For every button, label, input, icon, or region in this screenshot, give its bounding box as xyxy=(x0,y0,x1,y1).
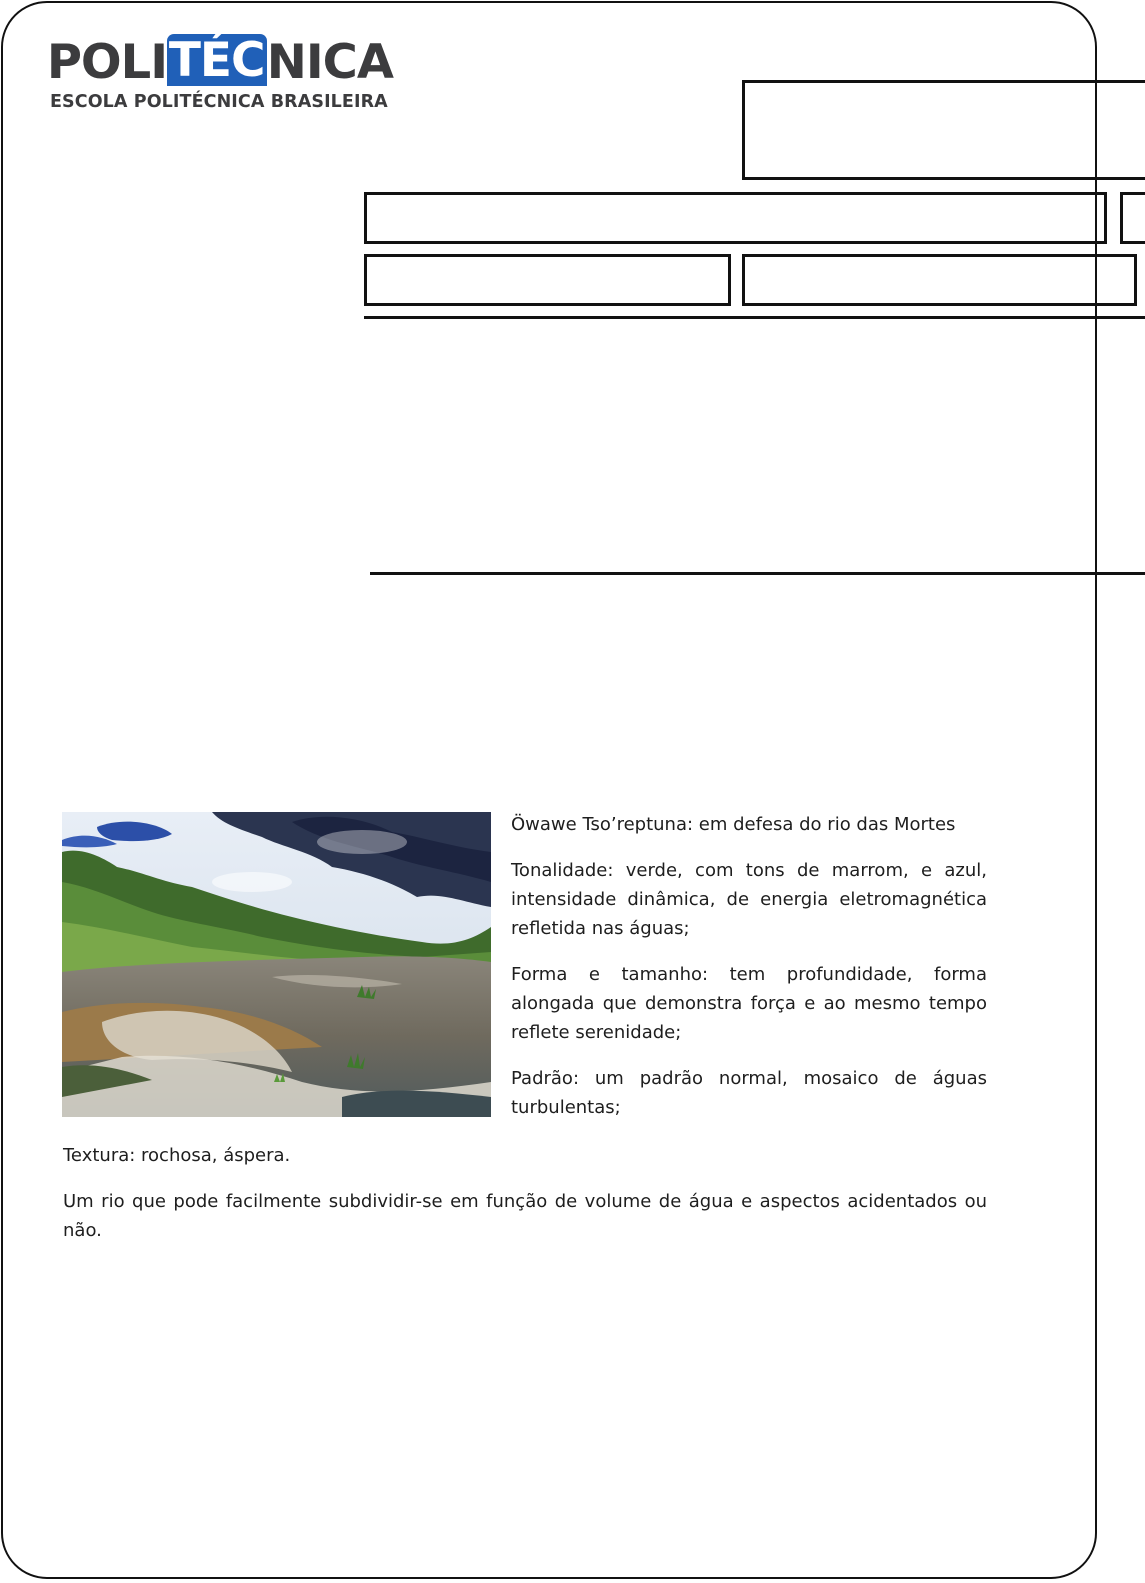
header-box-left xyxy=(364,254,731,306)
tonalidade-paragraph: Tonalidade: verde, com tons de marrom, e azul, intensidade dinâmica, de energia eletromagnética refletida nas águas; xyxy=(511,860,987,939)
river-photo xyxy=(62,812,491,1117)
header-box-wide xyxy=(364,192,1107,244)
padrao-paragraph: Padrão: um padrão normal, mosaico de águas turbulentas; xyxy=(511,1068,987,1118)
header-box-right-stub xyxy=(1120,192,1145,244)
logo-wordmark xyxy=(46,33,393,90)
textura-paragraph: Textura: rochosa, áspera. xyxy=(63,1145,291,1166)
article-title: Öwawe Tso’reptuna: em defesa do rio das Mortes xyxy=(511,814,956,835)
politecnica-logo xyxy=(48,34,398,119)
header-divider xyxy=(364,316,1145,319)
section-divider xyxy=(370,572,1145,575)
body-text xyxy=(63,1141,987,1262)
photo-description xyxy=(511,810,987,1139)
conclusion-paragraph: Um rio que pode facilmente subdividir-se em função de volume de água e aspectos acidentados ou não. xyxy=(63,1191,987,1241)
logo-wordmark-highlight: TÉC xyxy=(168,33,265,88)
header-box-middle xyxy=(742,254,1137,306)
logo-wordmark-left: POLI xyxy=(46,35,168,90)
header-box-top xyxy=(742,80,1145,180)
forma-paragraph: Forma e tamanho: tem profundidade, forma alongada que demonstra força e ao mesmo tempo reflete serenidade; xyxy=(511,964,987,1043)
logo-subtitle: ESCOLA POLITÉCNICA BRASILEIRA xyxy=(50,92,388,112)
logo-wordmark-right: NICA xyxy=(266,35,393,90)
